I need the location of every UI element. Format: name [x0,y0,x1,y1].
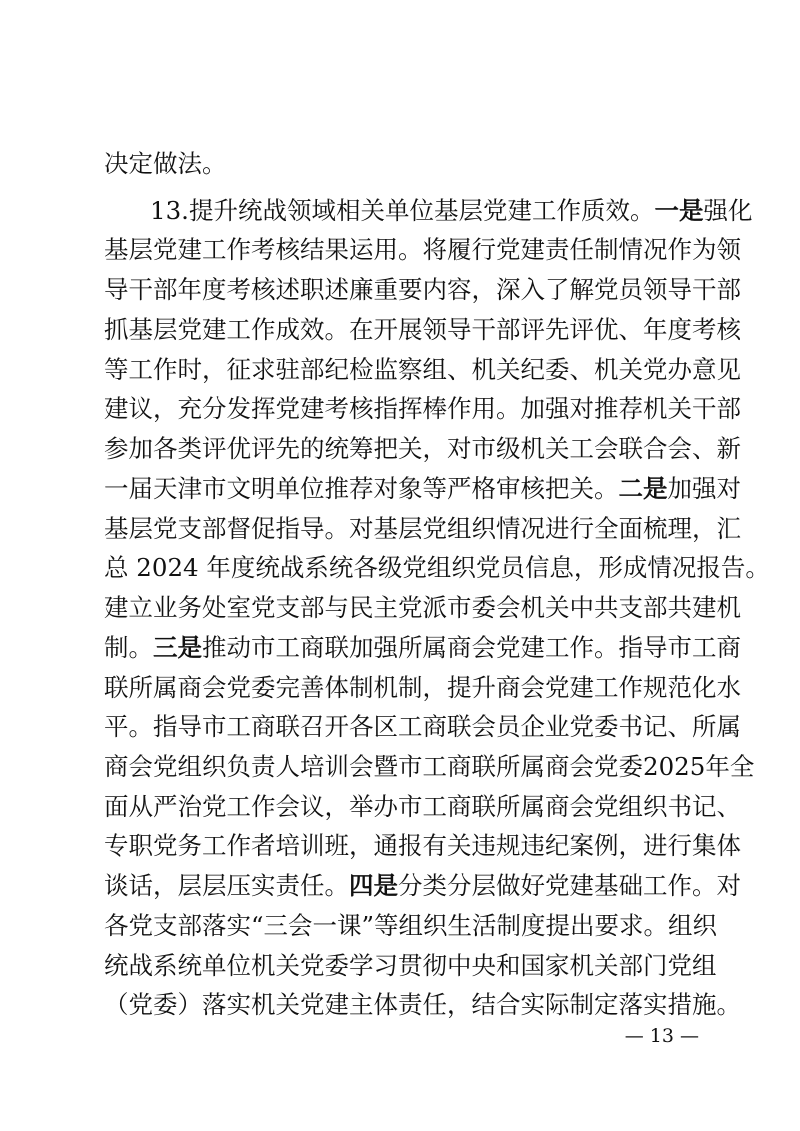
line-text: 推动市工商联加强所属商会党建工作。指导市工商 [202,633,741,662]
paragraph-line [104,230,741,270]
paragraph-line [104,310,741,350]
emphasis-marker: 一是 [654,196,704,225]
paragraph-line [104,668,741,708]
paragraph-line [104,787,741,827]
line-text: 决定做法。 [104,149,227,178]
paragraph-line [104,747,755,787]
line-text: 专职党务工作者培训班，通报有关违规违纪案例，进行集体 [104,831,741,860]
line-text: 总 2024 年度统战系统各级党组织党员信息，形成情况报告。 [104,553,770,582]
paragraph-line [104,350,741,390]
line-text: 抓基层党建工作成效。在开展领导干部评先评优、年度考核 [104,315,741,344]
paragraph-line [104,946,717,986]
line-text: 基层党支部督促指导。对基层党组织情况进行全面梳理，汇 [104,514,741,543]
paragraph-line [104,469,741,509]
line-text: 加强对 [667,474,741,503]
paragraph-line [104,866,741,906]
line-text: 联所属商会党委完善体制机制，提升商会党建工作规范化水 [104,673,741,702]
paragraph-line [104,389,741,429]
line-text: 制。 [104,633,153,662]
paragraph-line [104,509,741,549]
paragraph-line [104,826,741,866]
line-text: 等工作时，征求驻部纪检监察组、机关纪委、机关党办意见 [104,355,741,384]
line-text: 一届天津市文明单位推荐对象等严格审核把关。 [104,474,619,503]
paragraph-line [104,628,741,668]
line-text: 分类分层做好党建基础工作。对 [398,871,741,900]
line-text: 基层党建工作考核结果运用。将履行党建责任制情况作为领 [104,235,741,264]
line-text: 建议，充分发挥党建考核指挥棒作用。加强对推荐机关干部 [104,394,741,423]
line-text: 参加各类评优评先的统筹把关，对市级机关工会联合会、新 [104,434,741,463]
paragraph-line [104,985,741,1025]
line-text: 面从严治党工作会议，举办市工商联所属商会党组织书记、 [104,792,741,821]
line-text: （党委）落实机关党建主体责任，结合实际制定落实措施。 [104,990,741,1019]
emphasis-marker: 二是 [618,474,668,503]
line-text: 各党支部落实“三会一课”等组织生活制度提出要求。组织 [104,911,718,940]
line-text: 强化 [703,196,753,225]
page-number: — 13 — [624,1025,699,1047]
line-text: 建立业务处室党支部与民主党派市委会机关中共支部共建机 [104,593,741,622]
line-text: 13.提升统战领域相关单位基层党建工作质效。 [150,196,655,225]
emphasis-marker: 四是 [349,871,398,900]
paragraph-line [104,429,741,469]
paragraph-line [150,191,753,231]
paragraph-line [104,707,741,747]
paragraph-line [104,588,741,628]
paragraph-line [104,548,770,588]
line-text: 平。指导市工商联召开各区工商联会员企业党委书记、所属 [104,712,741,741]
paragraph-line [104,906,718,946]
line-text: 导干部年度考核述职述廉重要内容，深入了解党员领导干部 [104,275,741,304]
line-text: 统战系统单位机关党委学习贯彻中央和国家机关部门党组 [104,951,717,980]
paragraph-line [104,144,696,184]
line-text: 谈话，层层压实责任。 [104,871,349,900]
paragraph-line [104,270,741,310]
line-text: 商会党组织负责人培训会暨市工商联所属商会党委2025年全 [104,752,755,781]
emphasis-marker: 三是 [153,633,202,662]
